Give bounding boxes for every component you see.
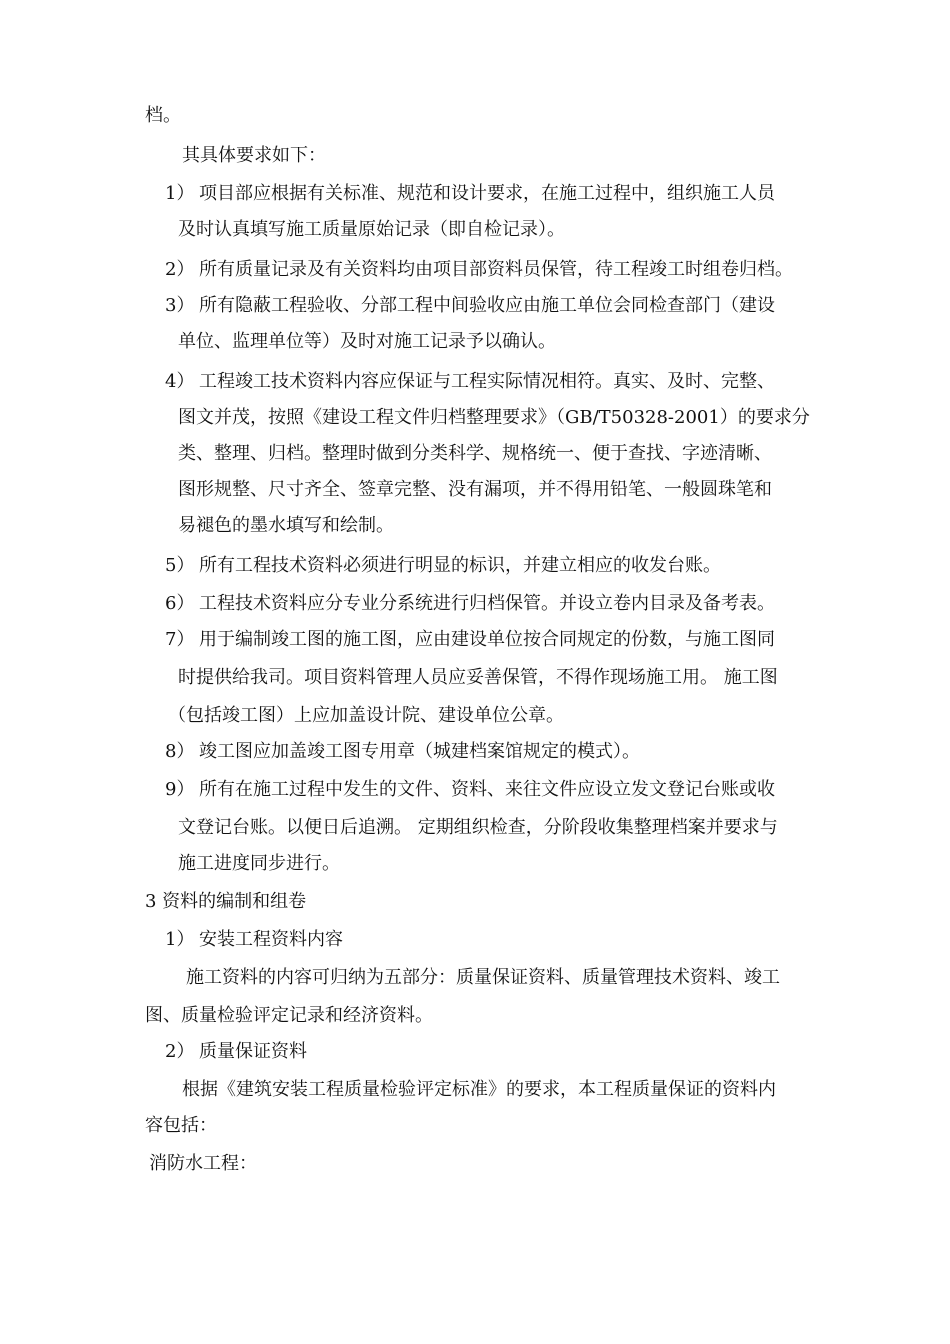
list-item-4-cont: 图形规整、尺寸齐全、签章完整、没有漏项，并不得用铅笔、一般圆珠笔和	[178, 479, 772, 500]
subsection-title: 质量保证资料	[199, 1041, 307, 1062]
item-text: 所有质量记录及有关资料均由项目部资料员保管，待工程竣工时组卷归档。	[199, 259, 793, 280]
item-text: 所有工程技术资料必须进行明显的标识，并建立相应的收发台账。	[199, 555, 721, 576]
item-number: 3）	[165, 295, 195, 316]
item-text: 工程竣工技术资料内容应保证与工程实际情况相符。真实、及时、完整、	[199, 371, 775, 392]
item-number: 6）	[165, 593, 195, 614]
subsection-title: 安装工程资料内容	[199, 929, 343, 950]
item-number: 7）	[165, 629, 195, 650]
item-text: 用于编制竣工图的施工图，应由建设单位按合同规定的份数，与施工图同	[199, 629, 775, 650]
item-number: 2）	[165, 1041, 195, 1062]
item-text: 所有在施工过程中发生的文件、资料、来往文件应设立发文登记台账或收	[199, 779, 775, 800]
subsection-2-paragraph: 根据《建筑安装工程质量检验评定标准》的要求，本工程质量保证的资料内	[182, 1079, 776, 1100]
list-item-1	[165, 182, 775, 206]
list-item-3	[165, 294, 775, 318]
item-number: 2）	[165, 259, 195, 280]
list-item-4-cont: 类、整理、归档。整理时做到分类科学、规格统一、便于查找、字迹清晰、	[178, 443, 772, 464]
subsection-2-paragraph-cont: 容包括：	[145, 1115, 217, 1136]
intro-text: 其具体要求如下：	[182, 145, 326, 166]
list-item-6	[165, 592, 775, 616]
list-item-4-cont: 图文并茂，按照《建设工程文件归档整理要求》（GB/T50328-2001）的要求分	[178, 407, 810, 428]
continuation-text: 档。	[145, 105, 181, 126]
list-item-2	[165, 258, 793, 282]
item-text: 项目部应根据有关标准、规范和设计要求，在施工过程中，组织施工人员	[199, 183, 775, 204]
subsection-1-paragraph-cont: 图、质量检验评定记录和经济资料。	[145, 1005, 433, 1026]
list-item-7	[165, 628, 775, 652]
section-heading: 3 资料的编制和组卷	[145, 891, 307, 912]
item-text: 工程技术资料应分专业分系统进行归档保管。并设立卷内目录及备考表。	[199, 593, 775, 614]
list-item-4	[165, 370, 775, 394]
item-number: 1）	[165, 929, 195, 950]
list-item-5	[165, 554, 721, 578]
list-item-4-cont: 易褪色的墨水填写和绘制。	[178, 515, 394, 536]
list-item-9-cont: 文登记台账。以便日后追溯。 定期组织检查，分阶段收集整理档案并要求与	[178, 817, 778, 838]
list-item-1-cont: 及时认真填写施工质量原始记录（即自检记录）。	[178, 219, 565, 240]
item-number: 4）	[165, 371, 195, 392]
item-text: 所有隐蔽工程验收、分部工程中间验收应由施工单位会同检查部门（建设	[199, 295, 775, 316]
list-item-9	[165, 778, 775, 802]
subsection-2-title	[165, 1040, 307, 1064]
subsection-1-paragraph: 施工资料的内容可归纳为五部分：质量保证资料、质量管理技术资料、竣工	[186, 967, 780, 988]
list-item-7-cont: （包括竣工图）上应加盖设计院、建设单位公章。	[168, 705, 564, 726]
item-number: 8）	[165, 741, 195, 762]
list-item-9-cont: 施工进度同步进行。	[178, 853, 340, 874]
item-number: 9）	[165, 779, 195, 800]
item-text: 竣工图应加盖竣工图专用章（城建档案馆规定的模式）。	[199, 741, 640, 762]
list-item-7-cont: 时提供给我司。项目资料管理人员应妥善保管，不得作现场施工用。 施工图	[178, 667, 778, 688]
subsection-1-title	[165, 928, 343, 952]
list-item-3-cont: 单位、监理单位等）及时对施工记录予以确认。	[178, 331, 556, 352]
item-number: 5）	[165, 555, 195, 576]
fire-water-heading: 消防水工程：	[149, 1153, 257, 1174]
list-item-8	[165, 740, 640, 764]
item-number: 1）	[165, 183, 195, 204]
